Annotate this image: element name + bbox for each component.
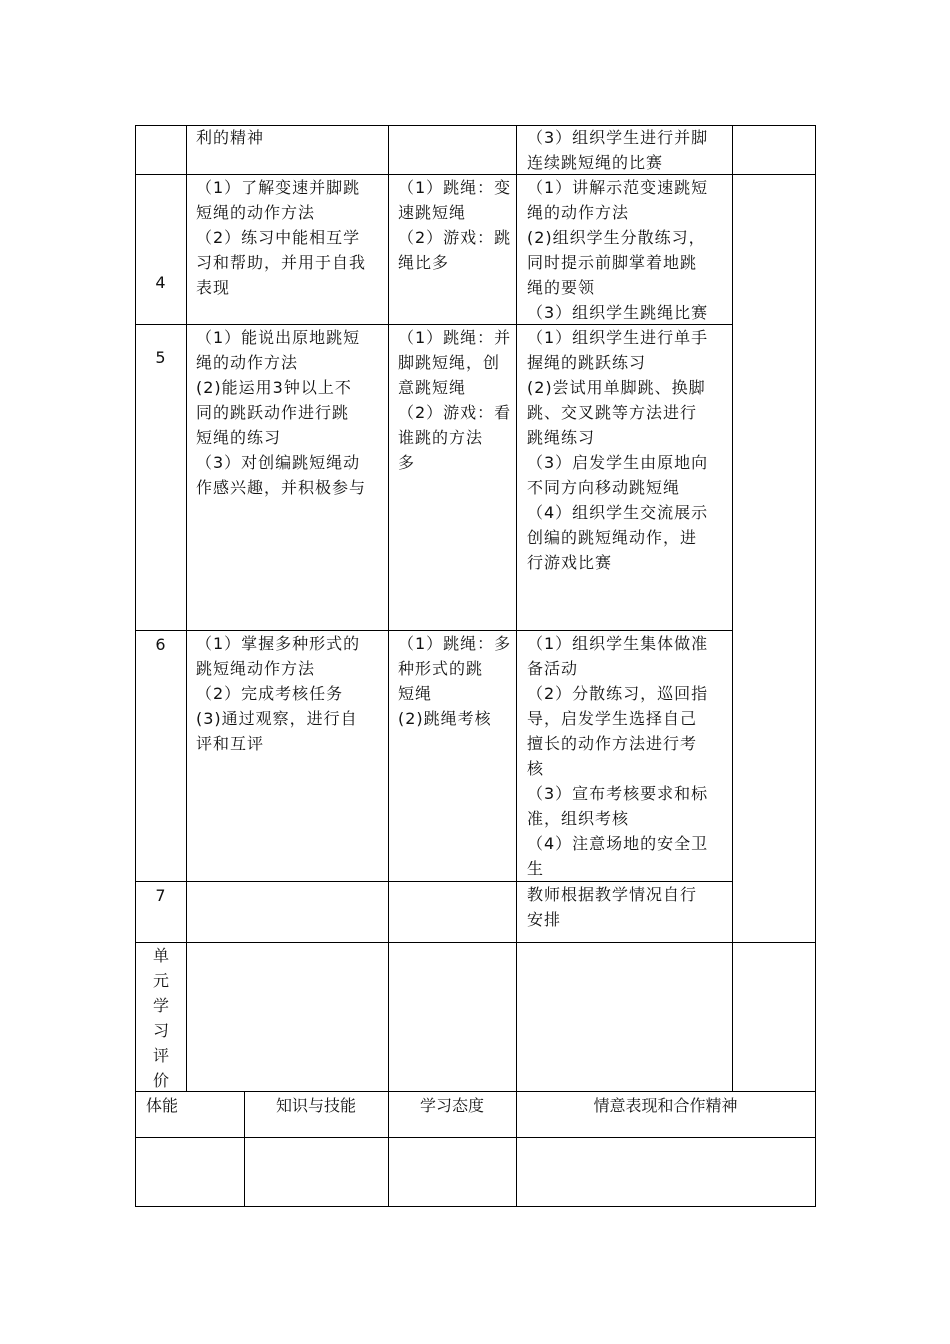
text-line: 速跳短绳 (398, 203, 467, 222)
text-line: 同时提示前脚掌着地跳 (527, 253, 698, 272)
label-char: 价 (152, 1071, 169, 1090)
text-line: 评和互评 (196, 734, 265, 753)
grid-line (135, 1137, 815, 1138)
methods-cell (527, 325, 732, 575)
text-line: 准，组织考核 (527, 809, 630, 828)
text-line: （3）启发学生由原地向 (527, 453, 709, 472)
grid-line (186, 125, 187, 1091)
text-line: 利的精神 (196, 128, 265, 147)
text-line: 多 (398, 453, 416, 472)
text-line: 短绳的动作方法 (196, 203, 316, 222)
text-line: （3）组织学生跳绳比赛 (527, 303, 709, 322)
text-line: 跳短绳动作方法 (196, 659, 316, 678)
text-line: （3）宣布考核要求和标 (527, 784, 709, 803)
goals-cell (196, 631, 386, 756)
lesson-number: 5 (155, 348, 166, 367)
eval-header-emotion: 情意表现和合作精神 (593, 1096, 738, 1115)
text-line: （4）注意场地的安全卫 (527, 834, 709, 853)
text-line: （2）游戏：看 (398, 403, 512, 422)
unit-evaluation-label (151, 943, 171, 1093)
methods-cell (527, 125, 732, 175)
text-line: 教师根据教学情况自行 (527, 885, 698, 904)
grid-line (815, 125, 816, 1207)
content-cell (398, 631, 516, 731)
text-line: 短绳 (398, 684, 433, 703)
text-line: 脚跳短绳，创 (398, 353, 501, 372)
text-line: 连续跳短绳的比赛 (527, 153, 664, 172)
content-cell (398, 175, 516, 275)
text-line: 导，启发学生选择自己 (527, 709, 698, 728)
eval-header-fitness: 体能 (146, 1096, 179, 1115)
text-line: 核 (527, 759, 545, 778)
text-line: (3)通过观察，进行自 (196, 709, 358, 728)
text-line: （1）讲解示范变速跳短 (527, 178, 709, 197)
text-line: （3）对创编跳短绳动 (196, 453, 361, 472)
grid-line (516, 125, 517, 1091)
text-line: 意跳短绳 (398, 378, 467, 397)
text-line: 跳绳练习 (527, 428, 596, 447)
text-line: （1）跳绳：变 (398, 178, 512, 197)
text-line: 握绳的跳跃练习 (527, 353, 647, 372)
label-char: 单 (152, 946, 169, 965)
text-line: （3）组织学生进行并脚 (527, 128, 709, 147)
grid-line (388, 125, 389, 1091)
text-line: （2）练习中能相互学 (196, 228, 361, 247)
lesson-number: 6 (155, 635, 166, 654)
text-line: (2)尝试用单脚跳、换脚 (527, 378, 706, 397)
goals-cell (196, 175, 386, 300)
text-line: 不同方向移动跳短绳 (527, 478, 681, 497)
grid-line (732, 125, 733, 1091)
grid-line (135, 1091, 815, 1092)
text-line: （1）组织学生集体做准 (527, 634, 709, 653)
text-line: 行游戏比赛 (527, 553, 613, 572)
text-line: 生 (527, 859, 545, 878)
content-cell (398, 325, 516, 475)
text-line: （1）跳绳：并 (398, 328, 512, 347)
eval-header-knowledge: 知识与技能 (275, 1096, 356, 1115)
grid-line (135, 1206, 815, 1207)
text-line: 谁跳的方法 (398, 428, 484, 447)
methods-cell (527, 631, 732, 881)
label-char: 学 (152, 996, 169, 1015)
text-line: 同的跳跃动作进行跳 (196, 403, 350, 422)
text-line: 创编的跳短绳动作，进 (527, 528, 698, 547)
text-line: 绳比多 (398, 253, 450, 272)
text-line: （2）游戏：跳 (398, 228, 512, 247)
lesson-number: 4 (155, 273, 166, 292)
goals-cell (196, 325, 386, 500)
lesson-number: 7 (155, 886, 166, 905)
text-line: 绳的动作方法 (196, 353, 299, 372)
text-line: （1）能说出原地跳短 (196, 328, 361, 347)
text-line: 绳的要领 (527, 278, 596, 297)
label-char: 元 (152, 971, 169, 990)
text-line: (2)能运用3钟以上不 (196, 378, 352, 397)
goals-cell (196, 125, 386, 150)
text-line: （1）掌握多种形式的 (196, 634, 361, 653)
methods-cell (527, 175, 732, 325)
text-line: 跳、交叉跳等方法进行 (527, 403, 698, 422)
text-line: 作感兴趣，并积极参与 (196, 478, 367, 497)
grid-line (135, 942, 815, 943)
text-line: 绳的动作方法 (527, 203, 630, 222)
eval-header-attitude: 学习态度 (419, 1096, 484, 1115)
text-line: 安排 (527, 910, 562, 929)
methods-cell (527, 882, 732, 932)
text-line: (2)组织学生分散练习， (527, 228, 706, 247)
text-line: （1）跳绳：多 (398, 634, 512, 653)
text-line: （4）组织学生交流展示 (527, 503, 709, 522)
text-line: 短绳的练习 (196, 428, 282, 447)
text-line: 备活动 (527, 659, 579, 678)
text-line: （1）组织学生进行单手 (527, 328, 709, 347)
text-line: （1）了解变速并脚跳 (196, 178, 361, 197)
text-line: （2）完成考核任务 (196, 684, 344, 703)
label-char: 评 (152, 1046, 169, 1065)
text-line: 擅长的动作方法进行考 (527, 734, 698, 753)
text-line: 表现 (196, 278, 231, 297)
text-line: 种形式的跳 (398, 659, 484, 678)
text-line: (2)跳绳考核 (398, 709, 492, 728)
label-char: 习 (152, 1021, 169, 1040)
text-line: 习和帮助，并用于自我 (196, 253, 367, 272)
text-line: （2）分散练习，巡回指 (527, 684, 709, 703)
